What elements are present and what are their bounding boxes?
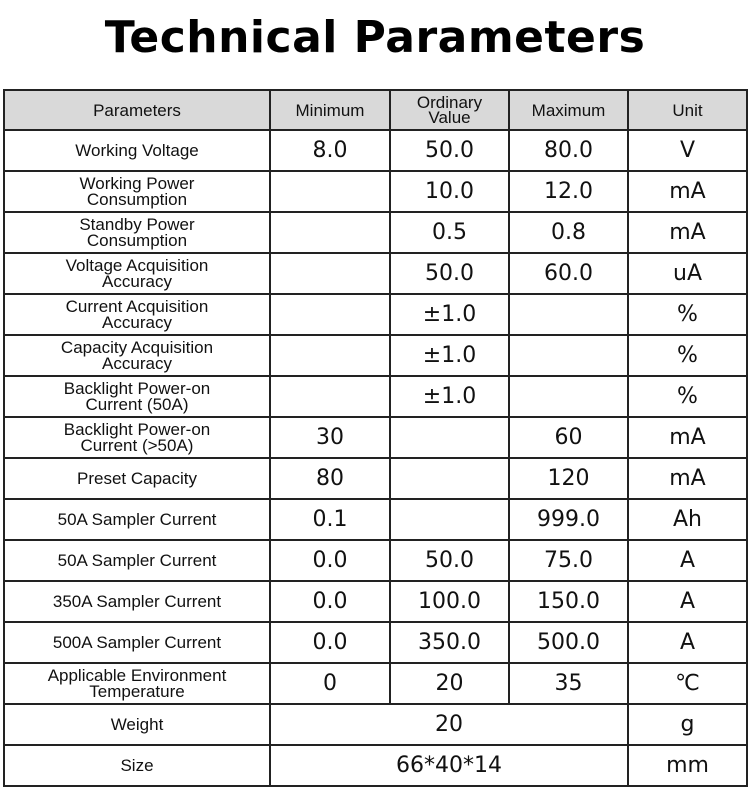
parameter-name-line1: Current Acquisition bbox=[65, 296, 209, 316]
parameter-name bbox=[4, 376, 270, 417]
ordinary-value bbox=[390, 458, 509, 499]
ordinary-value: 350.0 bbox=[390, 622, 509, 663]
maximum-value: 75.0 bbox=[509, 540, 628, 581]
table-row bbox=[4, 458, 747, 499]
parameter-name: Size bbox=[4, 745, 270, 786]
table-row bbox=[4, 130, 747, 171]
unit-value: mm bbox=[628, 745, 747, 786]
ordinary-value: ±1.0 bbox=[390, 335, 509, 376]
parameter-name-line1: Backlight Power-on bbox=[63, 378, 211, 398]
parameter-name-line1: Backlight Power-on bbox=[63, 419, 211, 439]
unit-value: A bbox=[628, 581, 747, 622]
maximum-value: 60.0 bbox=[509, 253, 628, 294]
unit-value: A bbox=[628, 622, 747, 663]
parameter-name bbox=[4, 417, 270, 458]
table-row bbox=[4, 294, 747, 335]
parameter-name bbox=[4, 581, 270, 622]
table-row bbox=[4, 663, 747, 704]
header-parameters: Parameters bbox=[4, 90, 270, 130]
unit-value: % bbox=[628, 376, 747, 417]
parameter-name-line1: Applicable Environment bbox=[47, 665, 227, 685]
parameter-name bbox=[4, 212, 270, 253]
table-row bbox=[4, 253, 747, 294]
unit-value: V bbox=[628, 130, 747, 171]
header-unit: Unit bbox=[628, 90, 747, 130]
minimum-value bbox=[270, 376, 390, 417]
unit-value: mA bbox=[628, 417, 747, 458]
maximum-value: 120 bbox=[509, 458, 628, 499]
minimum-value bbox=[270, 212, 390, 253]
parameter-name-line1: 500A Sampler Current bbox=[52, 632, 222, 652]
minimum-value: 0.0 bbox=[270, 581, 390, 622]
ordinary-value: 50.0 bbox=[390, 540, 509, 581]
table-body bbox=[4, 130, 747, 786]
parameter-name bbox=[4, 540, 270, 581]
parameter-name bbox=[4, 335, 270, 376]
table-row bbox=[4, 335, 747, 376]
minimum-value: 0.0 bbox=[270, 540, 390, 581]
table-row bbox=[4, 540, 747, 581]
parameter-name-line1: 350A Sampler Current bbox=[52, 591, 222, 611]
parameter-name-line1: Capacity Acquisition bbox=[60, 337, 214, 357]
ordinary-value: 100.0 bbox=[390, 581, 509, 622]
maximum-value: 150.0 bbox=[509, 581, 628, 622]
page-title: Technical Parameters bbox=[104, 12, 646, 63]
unit-value: ℃ bbox=[628, 663, 747, 704]
ordinary-value bbox=[390, 417, 509, 458]
table-row bbox=[4, 499, 747, 540]
parameter-name bbox=[4, 130, 270, 171]
maximum-value bbox=[509, 335, 628, 376]
parameter-name-line1: Standby Power bbox=[79, 214, 195, 234]
table-row bbox=[4, 376, 747, 417]
parameter-name-line2: Accuracy bbox=[102, 271, 172, 291]
minimum-value: 80 bbox=[270, 458, 390, 499]
parameter-name bbox=[4, 622, 270, 663]
maximum-value bbox=[509, 294, 628, 335]
unit-value: uA bbox=[628, 253, 747, 294]
table-row bbox=[4, 704, 747, 745]
maximum-value: 999.0 bbox=[509, 499, 628, 540]
parameter-name-line2: Consumption bbox=[86, 230, 188, 250]
parameter-name-line2: Current (>50A) bbox=[80, 435, 194, 455]
unit-value: mA bbox=[628, 458, 747, 499]
maximum-value: 500.0 bbox=[509, 622, 628, 663]
ordinary-value: 10.0 bbox=[390, 171, 509, 212]
table-row bbox=[4, 622, 747, 663]
minimum-value bbox=[270, 253, 390, 294]
table-header-row bbox=[4, 90, 747, 130]
parameter-name bbox=[4, 458, 270, 499]
header-ordinary-line2: Value bbox=[428, 108, 471, 127]
unit-value: % bbox=[628, 335, 747, 376]
minimum-value: 0 bbox=[270, 663, 390, 704]
header-maximum: Maximum bbox=[509, 90, 628, 130]
ordinary-value: 20 bbox=[390, 663, 509, 704]
minimum-value bbox=[270, 294, 390, 335]
minimum-value: 30 bbox=[270, 417, 390, 458]
ordinary-value: 50.0 bbox=[390, 253, 509, 294]
table-row bbox=[4, 581, 747, 622]
parameter-name bbox=[4, 253, 270, 294]
table-row bbox=[4, 745, 747, 786]
unit-value: mA bbox=[628, 171, 747, 212]
maximum-value: 60 bbox=[509, 417, 628, 458]
unit-value: mA bbox=[628, 212, 747, 253]
table-row bbox=[4, 171, 747, 212]
header-ordinary-line1: Ordinary bbox=[416, 93, 483, 112]
ordinary-value bbox=[390, 499, 509, 540]
parameter-name-line2: Accuracy bbox=[102, 353, 172, 373]
parameter-name-line2: Temperature bbox=[89, 681, 185, 701]
maximum-value bbox=[509, 376, 628, 417]
parameter-name-line2: Accuracy bbox=[102, 312, 172, 332]
header-minimum: Minimum bbox=[270, 90, 390, 130]
minimum-value: 8.0 bbox=[270, 130, 390, 171]
parameter-name bbox=[4, 171, 270, 212]
parameter-name-line1: 50A Sampler Current bbox=[57, 509, 217, 529]
unit-value: A bbox=[628, 540, 747, 581]
parameter-name-line2: Current (50A) bbox=[85, 394, 189, 414]
ordinary-value: ±1.0 bbox=[390, 294, 509, 335]
maximum-value: 35 bbox=[509, 663, 628, 704]
merged-value: 66*40*14 bbox=[270, 745, 628, 786]
parameter-name bbox=[4, 499, 270, 540]
minimum-value bbox=[270, 335, 390, 376]
parameter-name-line2: Consumption bbox=[86, 189, 188, 209]
parameter-name-line1: Working Power bbox=[79, 173, 195, 193]
parameters-table bbox=[3, 89, 748, 787]
minimum-value: 0.1 bbox=[270, 499, 390, 540]
table-row bbox=[4, 417, 747, 458]
ordinary-value: 50.0 bbox=[390, 130, 509, 171]
minimum-value bbox=[270, 171, 390, 212]
table-row bbox=[4, 212, 747, 253]
merged-value: 20 bbox=[270, 704, 628, 745]
unit-value: % bbox=[628, 294, 747, 335]
header-ordinary-value bbox=[390, 90, 509, 130]
parameter-name-line1: Voltage Acquisition bbox=[65, 255, 209, 275]
parameter-name bbox=[4, 663, 270, 704]
unit-value: g bbox=[628, 704, 747, 745]
unit-value: Ah bbox=[628, 499, 747, 540]
parameter-name bbox=[4, 294, 270, 335]
parameter-name-line1: Working Voltage bbox=[75, 140, 199, 160]
maximum-value: 12.0 bbox=[509, 171, 628, 212]
minimum-value: 0.0 bbox=[270, 622, 390, 663]
parameter-name: Weight bbox=[4, 704, 270, 745]
parameter-name-line1: 50A Sampler Current bbox=[57, 550, 217, 570]
ordinary-value: ±1.0 bbox=[390, 376, 509, 417]
maximum-value: 0.8 bbox=[509, 212, 628, 253]
ordinary-value: 0.5 bbox=[390, 212, 509, 253]
parameter-name-line1: Preset Capacity bbox=[77, 468, 197, 488]
maximum-value: 80.0 bbox=[509, 130, 628, 171]
